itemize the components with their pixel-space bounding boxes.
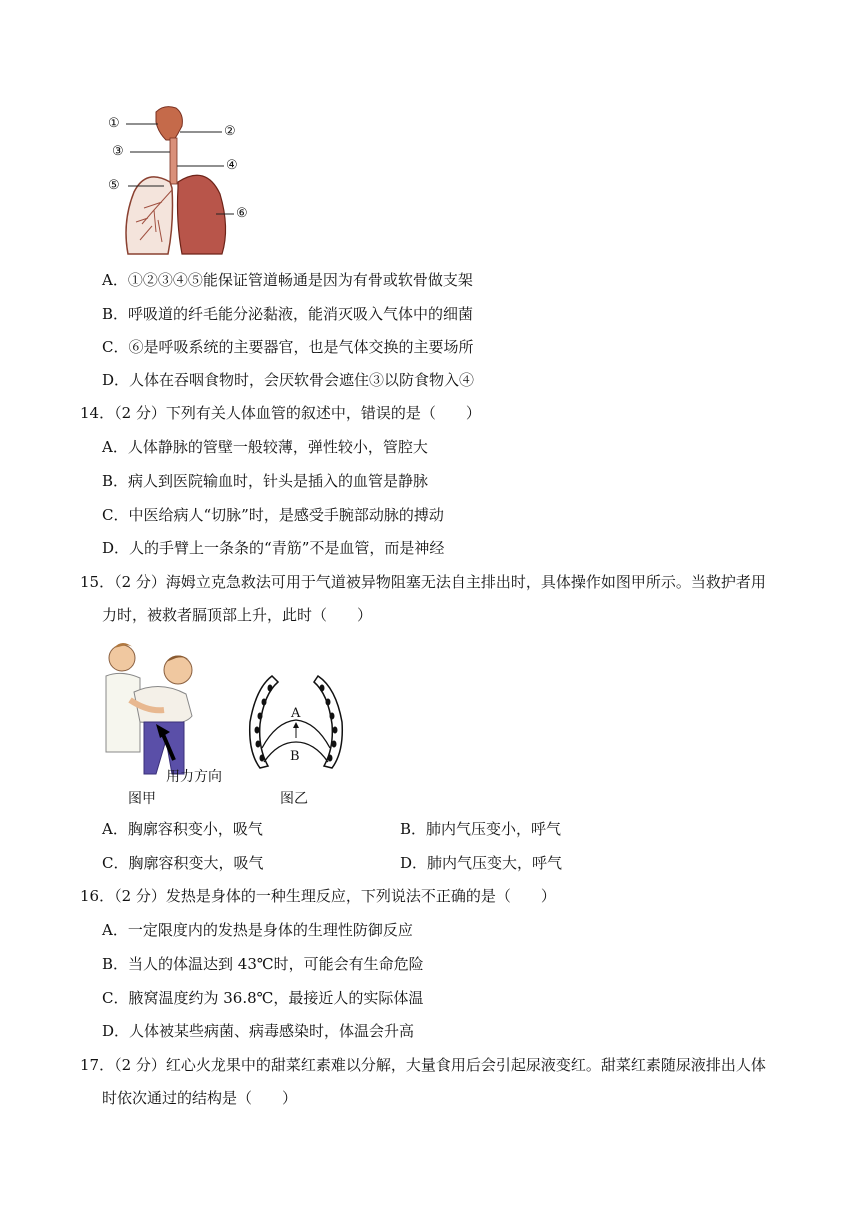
figure-b-caption: 图乙 [280, 791, 308, 807]
q16-option-a: A．一定限度内的发热是身体的生理性防御反应 [102, 921, 413, 939]
heimlich-figure [100, 640, 240, 810]
respiratory-system-diagram [104, 104, 244, 260]
q15-stem-line1: 15．（2 分）海姆立克急救法可用于气道被异物阻塞无法自主排出时，具体操作如图甲所示。当救护者用 [80, 573, 766, 591]
label-4: ④ [226, 158, 238, 173]
q13-option-c: C．⑥是呼吸系统的主要器官，也是气体交换的主要场所 [102, 338, 474, 356]
q15-option-c: C．胸廓容积变大，吸气 [102, 854, 264, 872]
label-3: ③ [112, 144, 124, 159]
q14-option-b: B．病人到医院输血时，针头是插入的血管是静脉 [102, 472, 429, 490]
label-2: ② [224, 124, 236, 139]
q17-stem-line2: 时依次通过的结构是（ ） [102, 1089, 298, 1107]
q16-option-d: D．人体被某些病菌、病毒感染时，体温会升高 [102, 1022, 415, 1040]
q14-stem: 14．（2 分）下列有关人体血管的叙述中，错误的是（ ） [80, 404, 481, 422]
q14-option-c: C．中医给病人“切脉”时，是感受手腕部动脉的搏动 [102, 506, 444, 524]
thorax-figure [246, 672, 346, 812]
label-6: ⑥ [236, 206, 248, 221]
q17-stem-line1: 17．（2 分）红心火龙果中的甜菜红素难以分解，大量食用后会引起尿液变红。甜菜红素随尿液排出人体 [80, 1056, 766, 1074]
q15-stem-line2: 力时，被救者膈顶部上升，此时（ ） [102, 606, 373, 624]
force-direction-label: 用力方向 [166, 769, 222, 785]
respiratory-system-figure [104, 104, 248, 260]
q15-option-a: A．胸廓容积变小，吸气 [102, 820, 263, 838]
q13-option-a: A．①②③④⑤能保证管道畅通是因为有骨或软骨做支架 [102, 271, 473, 289]
label-1: ① [108, 116, 120, 131]
heimlich-illustration [100, 640, 240, 780]
q16-option-b: B．当人的体温达到 43℃时，可能会有生命危险 [102, 955, 424, 973]
q14-option-a: A．人体静脉的管壁一般较薄，弹性较小，管腔大 [102, 438, 428, 456]
label-5: ⑤ [108, 178, 120, 193]
q15-option-b: B．肺内气压变小，呼气 [400, 820, 562, 838]
q15-option-d: D．肺内气压变大，呼气 [400, 854, 563, 872]
figure-a-caption: 图甲 [128, 791, 156, 807]
q16-option-c: C．腋窝温度约为 36.8℃，最接近人的实际体温 [102, 989, 424, 1007]
thorax-label-b: B [290, 749, 300, 764]
q13-option-b: B．呼吸道的纤毛能分泌黏液，能消灭吸入气体中的细菌 [102, 305, 474, 323]
q14-option-d: D．人的手臂上一条条的“青筋”不是血管，而是神经 [102, 539, 445, 557]
q13-option-d: D．人体在吞咽食物时，会厌软骨会遮住③以防食物入④ [102, 371, 475, 389]
thorax-label-a: A [291, 706, 301, 721]
q16-stem: 16．（2 分）发热是身体的一种生理反应，下列说法不正确的是（ ） [80, 887, 556, 905]
